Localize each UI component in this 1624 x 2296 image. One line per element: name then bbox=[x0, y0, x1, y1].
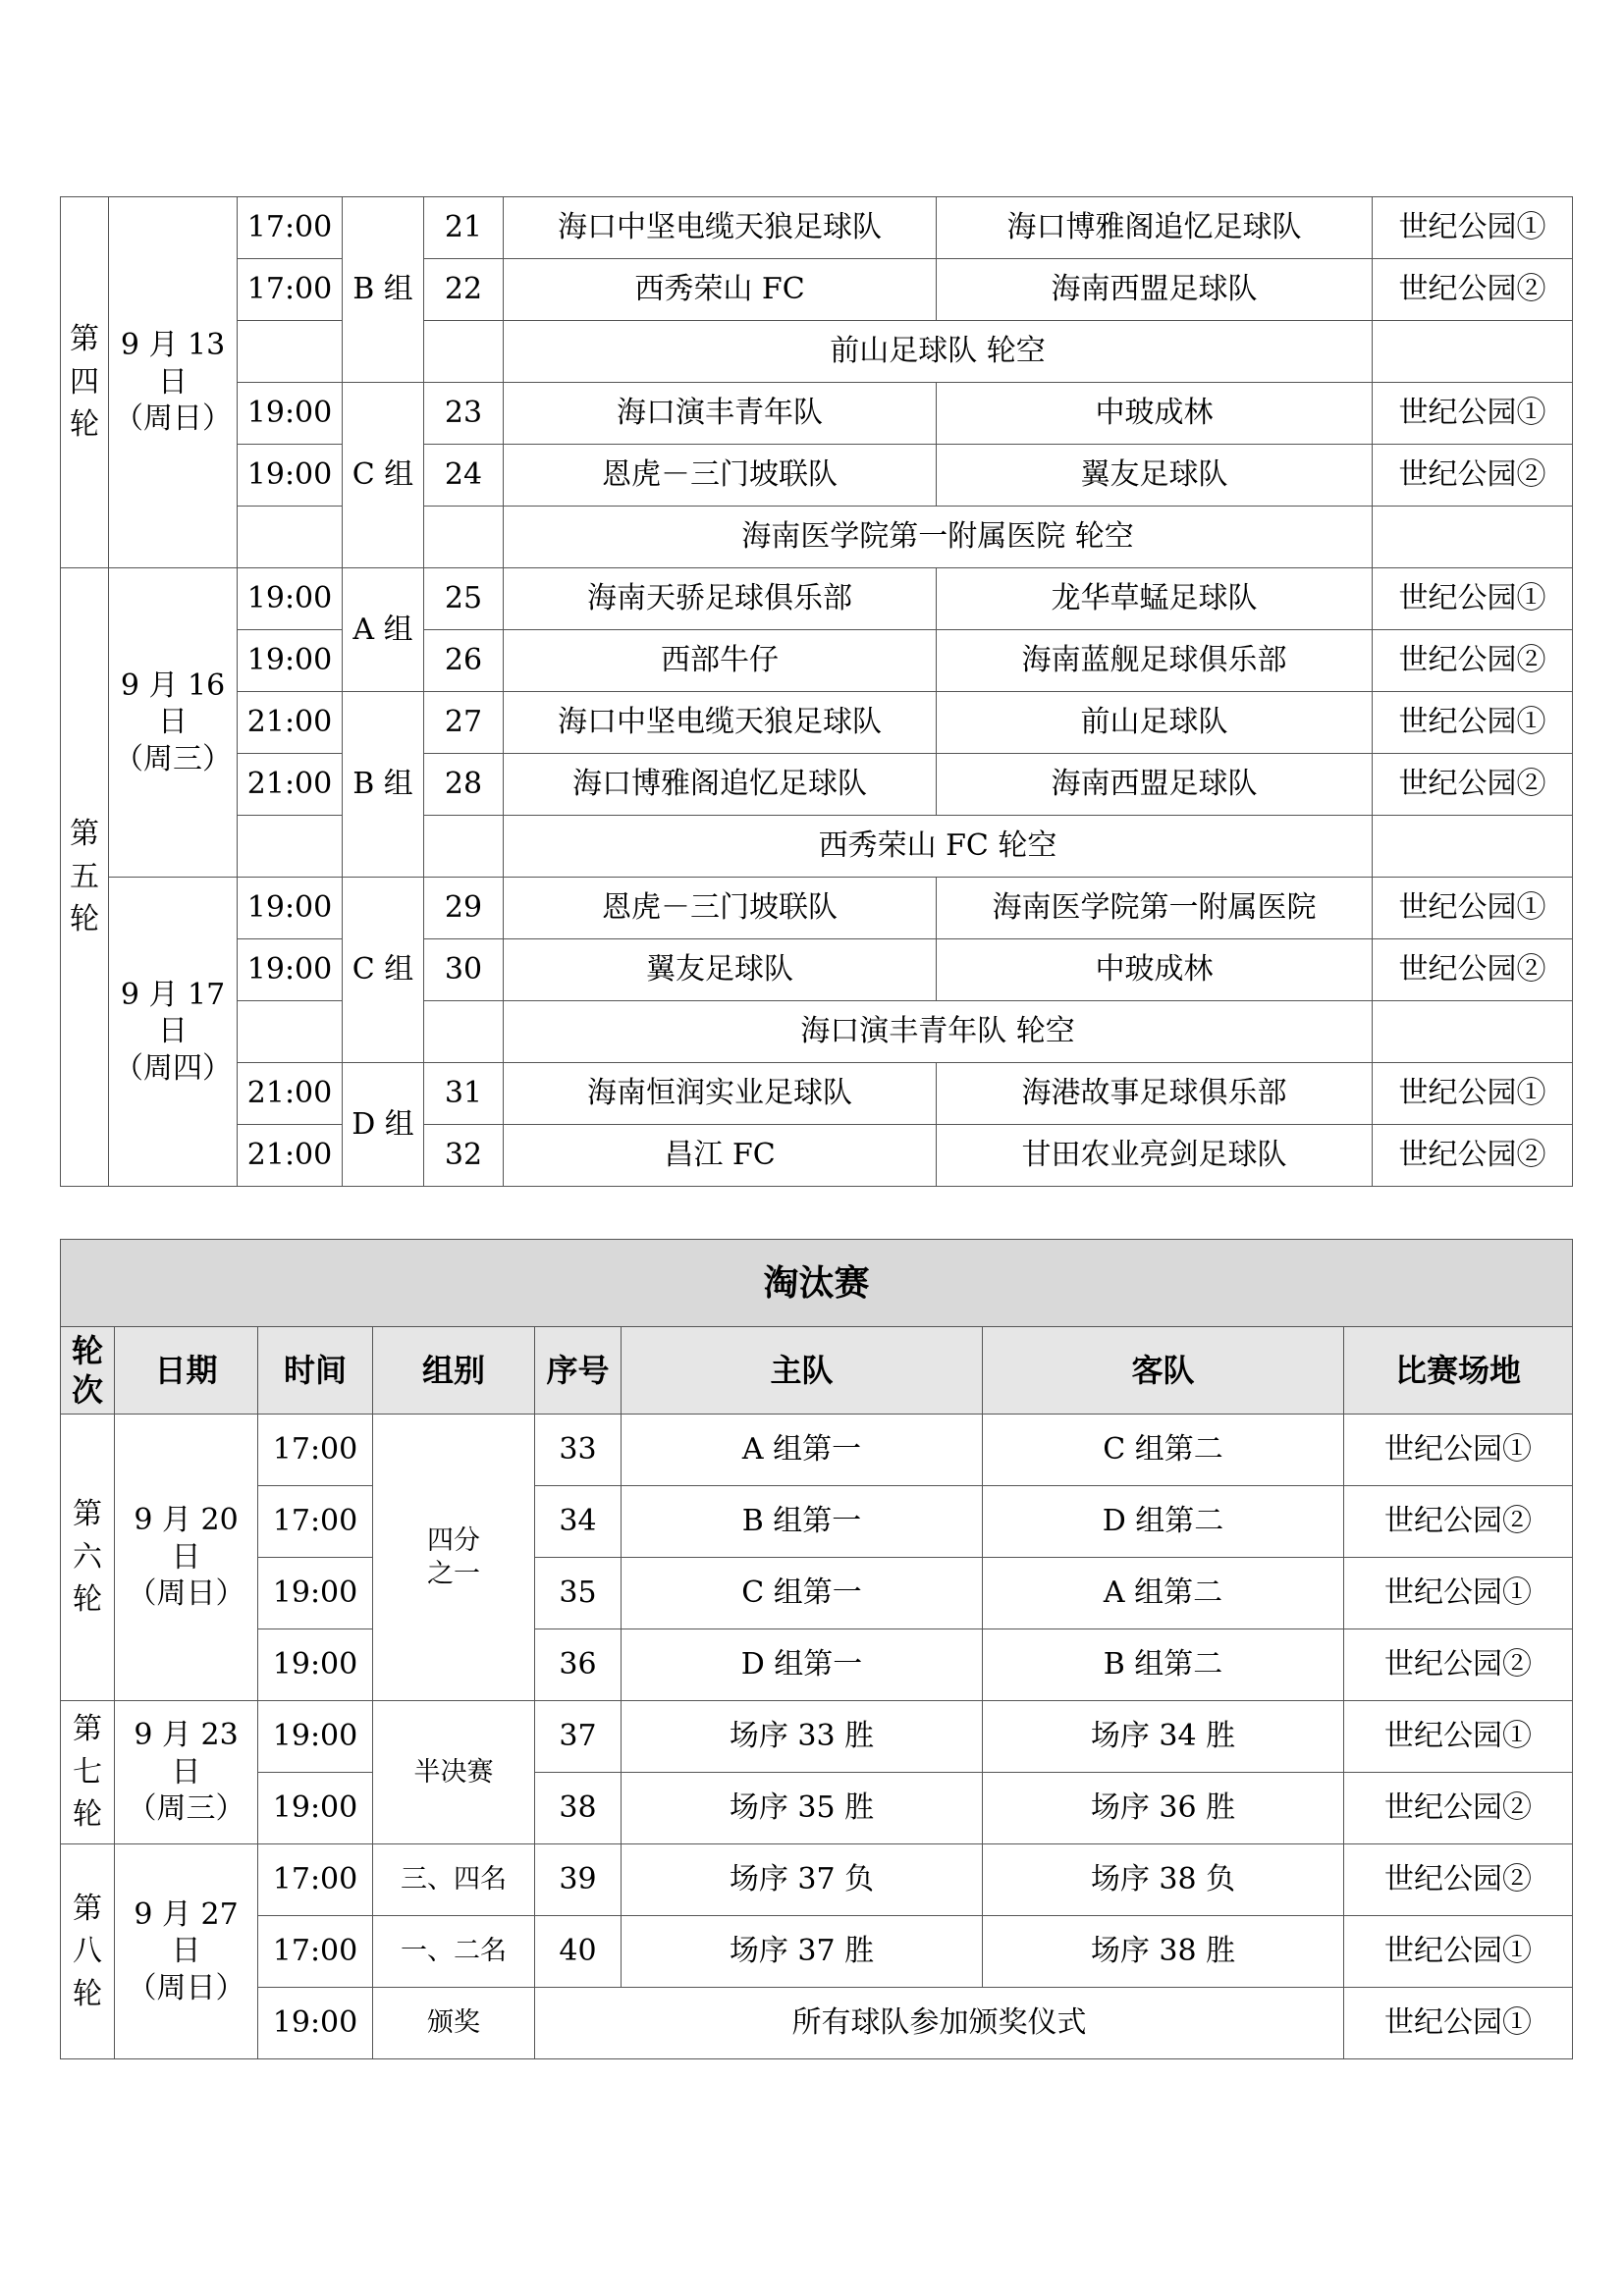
table-row bbox=[61, 1558, 1573, 1629]
match-date bbox=[115, 1415, 258, 1701]
round-label-char: 八 bbox=[73, 1934, 102, 1969]
weekday: （周三） bbox=[114, 741, 232, 776]
round-label-char: 第 bbox=[73, 1712, 102, 1747]
match-number: 26 bbox=[424, 630, 504, 692]
match-date bbox=[109, 197, 238, 568]
round-label bbox=[61, 1415, 115, 1701]
home-team: A 组第一 bbox=[622, 1415, 983, 1486]
round-label-char: 第 bbox=[70, 817, 99, 852]
match-number: 33 bbox=[535, 1415, 622, 1486]
stage-label: 颁奖 bbox=[373, 1988, 535, 2059]
away-team: 海南西盟足球队 bbox=[937, 754, 1373, 816]
empty-cell bbox=[238, 507, 343, 568]
match-time: 19:00 bbox=[238, 878, 343, 939]
venue: 世纪公园① bbox=[1373, 878, 1573, 939]
home-team: C 组第一 bbox=[622, 1558, 983, 1629]
home-team: 西部牛仔 bbox=[504, 630, 937, 692]
venue: 世纪公园② bbox=[1373, 939, 1573, 1001]
group-label: A 组 bbox=[343, 568, 424, 692]
column-header-venue: 比赛场地 bbox=[1344, 1327, 1573, 1415]
date-line: 9 月 27 日 bbox=[134, 1896, 239, 1969]
bye-note: 西秀荣山 FC 轮空 bbox=[504, 816, 1373, 878]
home-team: 场序 33 胜 bbox=[622, 1701, 983, 1773]
venue: 世纪公园① bbox=[1373, 692, 1573, 754]
match-time: 17:00 bbox=[258, 1486, 373, 1558]
venue: 世纪公园① bbox=[1373, 383, 1573, 445]
match-time: 17:00 bbox=[238, 197, 343, 259]
knockout-table bbox=[60, 1239, 1573, 2059]
table-row bbox=[61, 816, 1573, 878]
home-team: 翼友足球队 bbox=[504, 939, 937, 1001]
date-line: 9 月 16 bbox=[120, 667, 226, 703]
match-number: 38 bbox=[535, 1773, 622, 1844]
stage-label bbox=[373, 1415, 535, 1701]
home-team: B 组第一 bbox=[622, 1486, 983, 1558]
header-row bbox=[61, 1327, 1573, 1415]
round-label bbox=[61, 1701, 115, 1844]
weekday: （周日） bbox=[127, 1576, 245, 1612]
round-label-char: 轮 bbox=[73, 1797, 102, 1833]
round-label-char: 第 bbox=[73, 1497, 102, 1532]
venue: 世纪公园② bbox=[1344, 1486, 1573, 1558]
table-row bbox=[61, 321, 1573, 383]
round-label-char: 六 bbox=[73, 1539, 102, 1575]
table-row bbox=[61, 692, 1573, 754]
home-team: 海口演丰青年队 bbox=[504, 383, 937, 445]
match-date bbox=[115, 1844, 258, 2059]
round-label bbox=[61, 568, 109, 1187]
match-time: 19:00 bbox=[258, 1701, 373, 1773]
match-number: 30 bbox=[424, 939, 504, 1001]
empty-cell bbox=[1373, 816, 1573, 878]
away-team: 海口博雅阁追忆足球队 bbox=[937, 197, 1373, 259]
section-title: 淘汰赛 bbox=[61, 1240, 1573, 1327]
table-row bbox=[61, 1125, 1573, 1187]
home-team: 昌江 FC bbox=[504, 1125, 937, 1187]
venue: 世纪公园② bbox=[1373, 259, 1573, 321]
column-header-number: 序号 bbox=[535, 1327, 622, 1415]
match-time: 21:00 bbox=[238, 1063, 343, 1125]
match-time: 19:00 bbox=[258, 1773, 373, 1844]
venue: 世纪公园① bbox=[1344, 1701, 1573, 1773]
round-label-char: 第 bbox=[73, 1891, 102, 1926]
date-line: 9 月 20 日 bbox=[134, 1503, 239, 1575]
away-team: B 组第二 bbox=[983, 1629, 1344, 1701]
table-row bbox=[61, 1916, 1573, 1988]
stage-label: 半决赛 bbox=[373, 1701, 535, 1844]
table-row bbox=[61, 1001, 1573, 1063]
away-team: C 组第二 bbox=[983, 1415, 1344, 1486]
match-number: 29 bbox=[424, 878, 504, 939]
home-team: 海南恒润实业足球队 bbox=[504, 1063, 937, 1125]
match-number: 36 bbox=[535, 1629, 622, 1701]
away-team: 前山足球队 bbox=[937, 692, 1373, 754]
match-number: 32 bbox=[424, 1125, 504, 1187]
table-row bbox=[61, 939, 1573, 1001]
table-row bbox=[61, 1988, 1573, 2059]
venue: 世纪公园② bbox=[1373, 445, 1573, 507]
weekday: （周三） bbox=[127, 1791, 245, 1827]
away-team: 中玻成林 bbox=[937, 939, 1373, 1001]
away-team: 中玻成林 bbox=[937, 383, 1373, 445]
table-row bbox=[61, 1773, 1573, 1844]
home-team: 西秀荣山 FC bbox=[504, 259, 937, 321]
round-label bbox=[61, 1844, 115, 2059]
stage-line: 四分 bbox=[427, 1524, 480, 1556]
round-label-char: 四 bbox=[70, 364, 99, 400]
venue: 世纪公园② bbox=[1373, 630, 1573, 692]
date-line: 9 月 17 bbox=[120, 977, 226, 1012]
match-time: 19:00 bbox=[258, 1988, 373, 2059]
venue: 世纪公园② bbox=[1344, 1844, 1573, 1916]
empty-cell bbox=[238, 1001, 343, 1063]
away-team: 海港故事足球俱乐部 bbox=[937, 1063, 1373, 1125]
round-label-char: 轮 bbox=[70, 407, 99, 443]
match-time: 19:00 bbox=[238, 383, 343, 445]
home-team: 海南天骄足球俱乐部 bbox=[504, 568, 937, 630]
round-label-char: 七 bbox=[73, 1754, 102, 1789]
table-row bbox=[61, 568, 1573, 630]
empty-cell bbox=[1373, 1001, 1573, 1063]
match-time: 21:00 bbox=[238, 754, 343, 816]
table-row bbox=[61, 878, 1573, 939]
away-team: 场序 36 胜 bbox=[983, 1773, 1344, 1844]
bye-note: 前山足球队 轮空 bbox=[504, 321, 1373, 383]
stage-label: 三、四名 bbox=[373, 1844, 535, 1916]
weekday: （周日） bbox=[127, 1970, 245, 2005]
match-number: 34 bbox=[535, 1486, 622, 1558]
home-team: 场序 35 胜 bbox=[622, 1773, 983, 1844]
table-row bbox=[61, 445, 1573, 507]
empty-cell bbox=[1373, 507, 1573, 568]
match-time: 19:00 bbox=[238, 445, 343, 507]
away-team: 场序 34 胜 bbox=[983, 1701, 1344, 1773]
table-row bbox=[61, 630, 1573, 692]
match-number: 27 bbox=[424, 692, 504, 754]
round-label-char: 第 bbox=[70, 322, 99, 357]
venue: 世纪公园① bbox=[1373, 568, 1573, 630]
venue: 世纪公园② bbox=[1344, 1773, 1573, 1844]
match-number: 39 bbox=[535, 1844, 622, 1916]
venue: 世纪公园② bbox=[1373, 1125, 1573, 1187]
match-number: 28 bbox=[424, 754, 504, 816]
group-label: B 组 bbox=[343, 692, 424, 878]
date-line: 日 bbox=[158, 705, 188, 740]
match-number: 25 bbox=[424, 568, 504, 630]
away-team: D 组第二 bbox=[983, 1486, 1344, 1558]
round-label-char: 五 bbox=[70, 859, 99, 894]
date-line: 9 月 23 日 bbox=[134, 1718, 239, 1789]
home-team: 海口中坚电缆天狼足球队 bbox=[504, 692, 937, 754]
date-line: 9 月 13 bbox=[120, 328, 226, 363]
away-team: 海南蓝舰足球俱乐部 bbox=[937, 630, 1373, 692]
match-time: 19:00 bbox=[238, 939, 343, 1001]
match-date bbox=[115, 1701, 258, 1844]
venue: 世纪公园② bbox=[1344, 1629, 1573, 1701]
away-team: 海南西盟足球队 bbox=[937, 259, 1373, 321]
empty-cell bbox=[424, 1001, 504, 1063]
venue: 世纪公园② bbox=[1373, 754, 1573, 816]
match-time: 21:00 bbox=[238, 1125, 343, 1187]
venue: 世纪公园① bbox=[1373, 1063, 1573, 1125]
round-label bbox=[61, 197, 109, 568]
away-team: 翼友足球队 bbox=[937, 445, 1373, 507]
match-time: 19:00 bbox=[258, 1629, 373, 1701]
column-header-time: 时间 bbox=[258, 1327, 373, 1415]
match-date bbox=[109, 878, 238, 1187]
venue: 世纪公园① bbox=[1344, 1916, 1573, 1988]
group-label: B 组 bbox=[343, 197, 424, 383]
group-label: C 组 bbox=[343, 878, 424, 1063]
empty-cell bbox=[424, 816, 504, 878]
empty-cell bbox=[238, 816, 343, 878]
venue: 世纪公园① bbox=[1344, 1988, 1573, 2059]
group-stage-table bbox=[60, 196, 1573, 1187]
match-date bbox=[109, 568, 238, 878]
empty-cell bbox=[1373, 321, 1573, 383]
date-line: 日 bbox=[158, 1014, 188, 1049]
column-header-round: 轮次 bbox=[61, 1327, 115, 1415]
match-number: 24 bbox=[424, 445, 504, 507]
round-label-char: 轮 bbox=[73, 1582, 102, 1618]
away-team: 甘田农业亮剑足球队 bbox=[937, 1125, 1373, 1187]
away-team: 场序 38 胜 bbox=[983, 1916, 1344, 1988]
table-row bbox=[61, 383, 1573, 445]
table-row bbox=[61, 1701, 1573, 1773]
match-time: 19:00 bbox=[238, 568, 343, 630]
empty-cell bbox=[424, 507, 504, 568]
table-row bbox=[61, 1063, 1573, 1125]
home-team: 恩虎－三门坡联队 bbox=[504, 878, 937, 939]
bye-note: 海口演丰青年队 轮空 bbox=[504, 1001, 1373, 1063]
match-number: 35 bbox=[535, 1558, 622, 1629]
venue: 世纪公园① bbox=[1373, 197, 1573, 259]
match-number: 22 bbox=[424, 259, 504, 321]
match-time: 17:00 bbox=[258, 1415, 373, 1486]
home-team: D 组第一 bbox=[622, 1629, 983, 1701]
table-row bbox=[61, 197, 1573, 259]
match-time: 17:00 bbox=[258, 1916, 373, 1988]
venue: 世纪公园① bbox=[1344, 1415, 1573, 1486]
group-label: D 组 bbox=[343, 1063, 424, 1187]
round-label-char: 轮 bbox=[73, 1976, 102, 2011]
date-line: 日 bbox=[158, 364, 188, 400]
column-header-home: 主队 bbox=[622, 1327, 983, 1415]
match-time: 17:00 bbox=[258, 1844, 373, 1916]
match-time: 19:00 bbox=[258, 1558, 373, 1629]
away-team: 龙华草蜢足球队 bbox=[937, 568, 1373, 630]
match-time: 19:00 bbox=[238, 630, 343, 692]
home-team: 海口中坚电缆天狼足球队 bbox=[504, 197, 937, 259]
away-team: 海南医学院第一附属医院 bbox=[937, 878, 1373, 939]
table-row bbox=[61, 1486, 1573, 1558]
match-number: 23 bbox=[424, 383, 504, 445]
empty-cell bbox=[424, 321, 504, 383]
match-number: 31 bbox=[424, 1063, 504, 1125]
match-number: 40 bbox=[535, 1916, 622, 1988]
column-header-away: 客队 bbox=[983, 1327, 1344, 1415]
table-row bbox=[61, 507, 1573, 568]
home-team: 海口博雅阁追忆足球队 bbox=[504, 754, 937, 816]
match-time: 21:00 bbox=[238, 692, 343, 754]
table-row bbox=[61, 259, 1573, 321]
weekday: （周日） bbox=[114, 401, 232, 437]
table-row bbox=[61, 1415, 1573, 1486]
column-header-date: 日期 bbox=[115, 1327, 258, 1415]
stage-label: 一、二名 bbox=[373, 1916, 535, 1988]
table-row bbox=[61, 754, 1573, 816]
venue: 世纪公园① bbox=[1344, 1558, 1573, 1629]
table-row bbox=[61, 1629, 1573, 1701]
match-time: 17:00 bbox=[238, 259, 343, 321]
ceremony-note: 所有球队参加颁奖仪式 bbox=[535, 1988, 1344, 2059]
home-team: 恩虎－三门坡联队 bbox=[504, 445, 937, 507]
home-team: 场序 37 负 bbox=[622, 1844, 983, 1916]
stage-line: 之一 bbox=[427, 1558, 480, 1589]
weekday: （周四） bbox=[114, 1050, 232, 1086]
bye-note: 海南医学院第一附属医院 轮空 bbox=[504, 507, 1373, 568]
match-number: 37 bbox=[535, 1701, 622, 1773]
column-header-stage: 组别 bbox=[373, 1327, 535, 1415]
away-team: A 组第二 bbox=[983, 1558, 1344, 1629]
round-label-char: 轮 bbox=[70, 902, 99, 937]
group-label: C 组 bbox=[343, 383, 424, 568]
empty-cell bbox=[238, 321, 343, 383]
table-row bbox=[61, 1844, 1573, 1916]
away-team: 场序 38 负 bbox=[983, 1844, 1344, 1916]
home-team: 场序 37 胜 bbox=[622, 1916, 983, 1988]
match-number: 21 bbox=[424, 197, 504, 259]
